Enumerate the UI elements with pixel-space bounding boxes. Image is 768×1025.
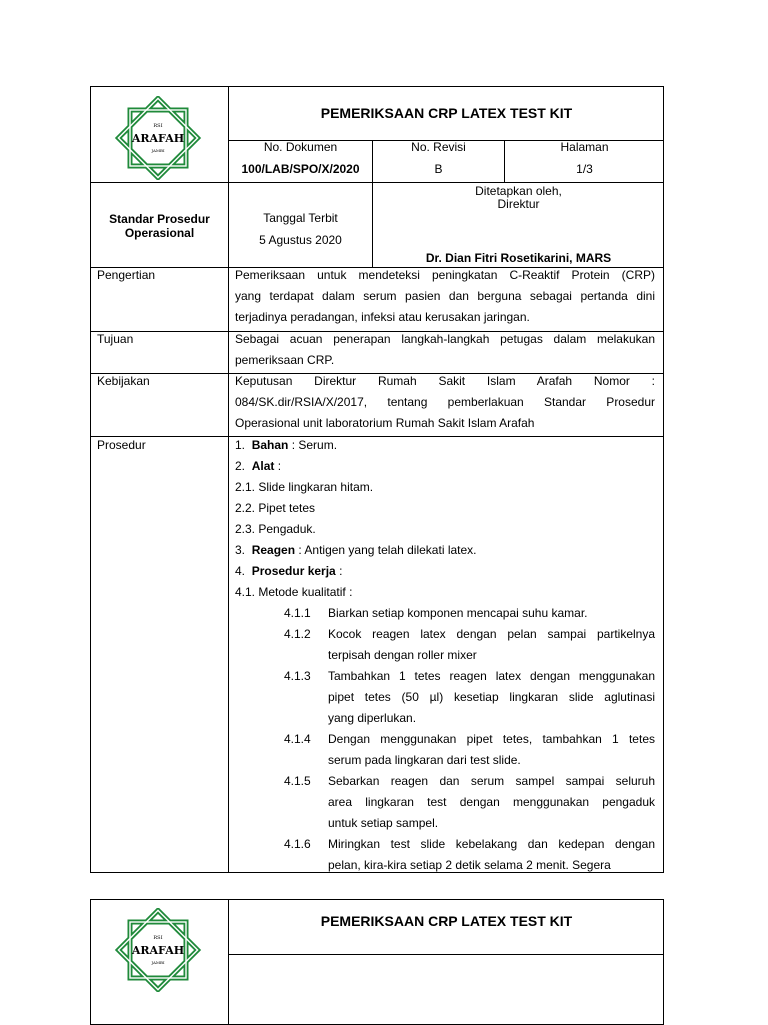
kebijakan-line: Keputusan Direktur Rumah Sakit Islam Arafah Nomor : [235,374,655,388]
step-number: 4.1.6 [284,837,311,851]
kebijakan-label: Kebijakan [97,374,150,388]
metode-heading: 4.1. Metode kualitatif : [235,585,353,599]
label-col-divider [228,267,229,873]
step-line: area lingkaran test dengan menggunakan pengaduk [328,795,655,809]
director-name: Dr. Dian Fitri Rosetikarini, MARS [425,251,612,265]
step-number: 4.1.4 [284,732,311,746]
reagen-num: 3. [235,543,246,557]
sop-label-1: Standar Prosedur [109,212,210,226]
reagen-item [235,543,477,557]
alat-num: 2. [235,459,246,473]
revision: B [434,162,443,176]
pengertian-line: Pemeriksaan untuk mendeteksi peningkatan C-Reaktif Protein (CRP) [235,268,655,282]
sop-label-2: Operasional [124,226,195,240]
docinfo-divider [90,182,664,183]
pengertian-line: yang terdapat dalam serum pasien dan berguna sebagai pertanda dini [235,289,655,303]
page-title: PEMERIKSAAN CRP LATEX TEST KIT [320,105,573,121]
step-line: terpisah dengan roller mixer [328,648,477,662]
tujuan-label: Tujuan [97,332,134,346]
step-line: untuk setiap sampel. [328,816,439,830]
step-line: pipet tetes (50 µl) kesetiap lingkaran slide aglutinasi [328,690,655,704]
row-divider-kebijakan [90,436,664,437]
logo-org: RSI [153,935,163,941]
logo-city: JAMBI [151,148,165,153]
step-line: serum pada lingkaran dari test slide. [328,753,521,767]
step-line: Sebarkan reagen dan serum sampel sampai seluruh [328,774,655,788]
step-line: Tambahkan 1 tetes reagen latex dengan menggunakan [328,669,655,683]
pengertian-label: Pengertian [97,268,156,282]
approved-by: Ditetapkan oleh, [475,184,562,198]
doc-no-label: No. Dokumen [263,140,338,154]
next-page-title: PEMERIKSAAN CRP LATEX TEST KIT [320,913,573,929]
step-line: Dengan menggunakan pipet tetes, tambahkan 1 tetes [328,732,655,746]
kerja-num: 4. [235,564,246,578]
approved-title: Direktur [497,197,540,211]
bahan-num: 1. [235,438,246,452]
kebijakan-line: Operasional unit laboratorium Rumah Sakit Islam Arafah [235,416,535,430]
step-line: yang diperlukan. [328,711,417,725]
doc-no: 100/LAB/SPO/X/2020 [241,162,360,176]
page-label: Halaman [560,140,609,154]
page-number: 1/3 [576,162,593,176]
rsi-arafah-logo [114,96,202,180]
reagen-text: : Antigen yang telah dilekati latex. [295,543,477,557]
kerja-label: Prosedur kerja [251,564,336,578]
logo-name: ARAFAH [131,944,185,957]
step-number: 4.1.1 [284,606,311,620]
logo-org: RSI [153,123,163,129]
revision-label: No. Revisi [411,140,466,154]
step-line: Biarkan setiap komponen mencapai suhu kamar. [328,606,588,620]
reagen-label: Reagen [251,543,296,557]
next-page-title-divider [228,954,664,955]
bahan-item [235,438,337,452]
step-number: 4.1.5 [284,774,311,788]
rsi-arafah-logo [114,908,202,992]
issue-date: 5 Agustus 2020 [259,233,342,247]
prosedur-label: Prosedur [97,438,146,452]
issue-date-label: Tanggal Terbit [263,211,338,225]
alat-text: : [274,459,282,473]
alat-subitem: 2.1. Slide lingkaran hitam. [235,480,374,494]
step-number: 4.1.3 [284,669,311,683]
kerja-text: : [335,564,343,578]
kerja-item [235,564,342,578]
alat-label: Alat [251,459,275,473]
logo-name: ARAFAH [131,132,185,145]
tujuan-line: pemeriksaan CRP. [235,353,335,367]
logo-city: JAMBI [151,960,165,965]
step-line: Kocok reagen latex dengan pelan sampai partikelnya [328,627,655,641]
alat-subitem: 2.2. Pipet tetes [235,501,316,515]
tujuan-line: Sebagai acuan penerapan langkah-langkah petugas dalam melakukan [235,332,655,346]
step-line: pelan, kira-kira setiap 2 detik selama 2 menit. Segera [328,858,611,872]
alat-item [235,459,281,473]
bahan-label: Bahan [251,438,289,452]
alat-subitem: 2.3. Pengaduk. [235,522,316,536]
step-number: 4.1.2 [284,627,311,641]
bahan-text: : Serum. [288,438,338,452]
pengertian-line: terjadinya peradangan, infeksi atau kerusakan jaringan. [235,310,530,324]
kebijakan-line: 084/SK.dir/RSIA/X/2017, tentang pemberlakuan Standar Prosedur [235,395,655,409]
step-line: Miringkan test slide kebelakang dan kedepan dengan [328,837,655,851]
